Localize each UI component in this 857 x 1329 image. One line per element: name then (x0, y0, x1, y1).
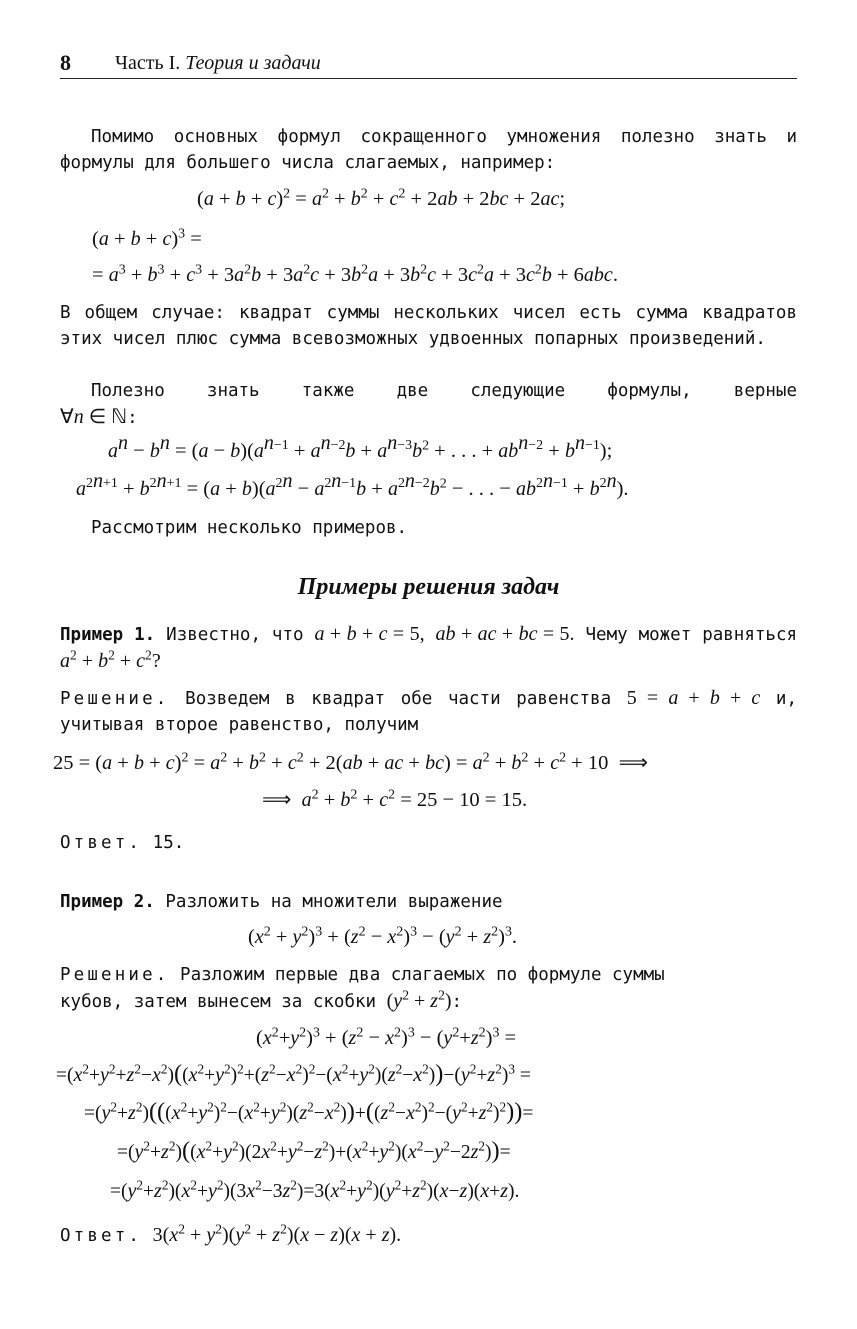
example-2-step-5: $=(y^2+z^2)(x^2+y^2)(3x^2-3z^2)=3(x^2+y^2)(y^2+z^2)(x-z)(x+z)$. (110, 1177, 520, 1202)
example-2-step-1: $(x^2+y^2)^3 + (z^2 - x^2)^3 - (y^2+z^2)^3$ = (256, 1025, 517, 1049)
example-2-step-3: $=(y^2+z^2)(((x^2+y^2)^2-(x^2+y^2)(z^2-x^2))+((z^2-x^2)^2-(y^2+z^2)^2))=$ (84, 1098, 534, 1125)
example-1-answer: Ответ. 15. (60, 833, 185, 853)
formula-cube-of-sum-rhs: = $a^3 + b^3 + c^3 + 3a^2b + 3a^2c + 3b^2a + 3b^2c + 3c^2a + 3c^2b + 6abc$. (92, 262, 618, 286)
general-case-paragraph: В общем случае: квадрат суммы нескольких чисел есть сумма квадратов этих чисел плюс сумма всевозможных удвоенных попарных произведений. (60, 303, 797, 349)
example-2-statement: Пример 2. Разложить на множители выражение (60, 892, 503, 912)
section-title: Примеры решения задач (297, 574, 560, 600)
example-2-solution: Решение. Разложим первые два слагаемых по формуле суммы кубов, затем вынесем за скобки $(y^2 + z^2)$: (60, 965, 665, 1012)
examples-intro: Рассмотрим несколько примеров. (91, 518, 408, 538)
example-2-step-2: $=(x^2+y^2+z^2-x^2)((x^2+y^2)^2+(z^2-x^2)^2-(x^2+y^2)(z^2-x^2))-(y^2+z^2)^3$ = (56, 1060, 531, 1087)
forall-n: ∀n ∈ ℕ: (60, 406, 138, 428)
example-1-equation-1: $25 = (a + b + c)^2 = a^2 + b^2 + c^2 + 2(ab$ + ac + $bc) = a^2 + b^2 + c^2 + 10$ ⟹ (53, 750, 648, 774)
example-1-solution: Решение. Возведем в квадрат обе части равенства 5 = a + b + c и, учитывая второе равенство, получим (60, 687, 797, 735)
useful-formulas-text: Полезно знать также две следующие формулы, верные (91, 381, 797, 401)
page-number: 8 (60, 50, 71, 75)
formula-difference-of-powers: $a^n - b^n = (a - b)(a^{n-1} + a^{n-2}b + a^{n-3}b^2$ + . . . + $ab^{n-2} + b^{n-1}$); (108, 432, 613, 462)
example-2-answer: Ответ. $3(x^2 + y^2)(y^2 + z^2)(x - z)(x + z)$. (60, 1221, 402, 1246)
intro-paragraph: Помимо основных формул сокращенного умножения полезно знать и формулы для большего числа слагаемых, например: (60, 127, 797, 173)
example-1-statement: Пример 1. Известно, что a + b + c = 5, ab + ac + bc = 5. Чему может равняться $a^2 + b^2 + c^2$? (60, 623, 798, 672)
page-header (60, 50, 797, 79)
formula-square-of-sum: $(a + b + c)^2 = a^2 + b^2 + c^2 + 2ab + 2bc + 2ac$; (197, 186, 566, 210)
example-2-expression: $(x^2 + y^2)^3 + (z^2 - x^2)^3 - (y^2 + z^2)^3$. (248, 924, 518, 948)
formula-sum-of-odd-powers: $a^{2n+1} + b^{2n+1} = (a + b)(a^{2n} - a^{2n-1}b + a^{2n-2}b^2$ − . . . − $ab^{2n-1} + b^{2n}$). (76, 470, 629, 500)
example-2-step-4: $=(y^2+z^2)((x^2+y^2)(2x^2+y^2-z^2)+(x^2+y^2)(x^2-y^2-2z^2))=$ (117, 1137, 511, 1164)
running-title: Часть I. Теория и задачи (115, 52, 321, 74)
example-1-equation-2: ⟹ $a^2 + b^2 + c^2 = 25 - 10 = 15$. (262, 787, 528, 811)
formula-cube-of-sum-lhs: $(a + b + c)^3$ = (92, 226, 202, 250)
